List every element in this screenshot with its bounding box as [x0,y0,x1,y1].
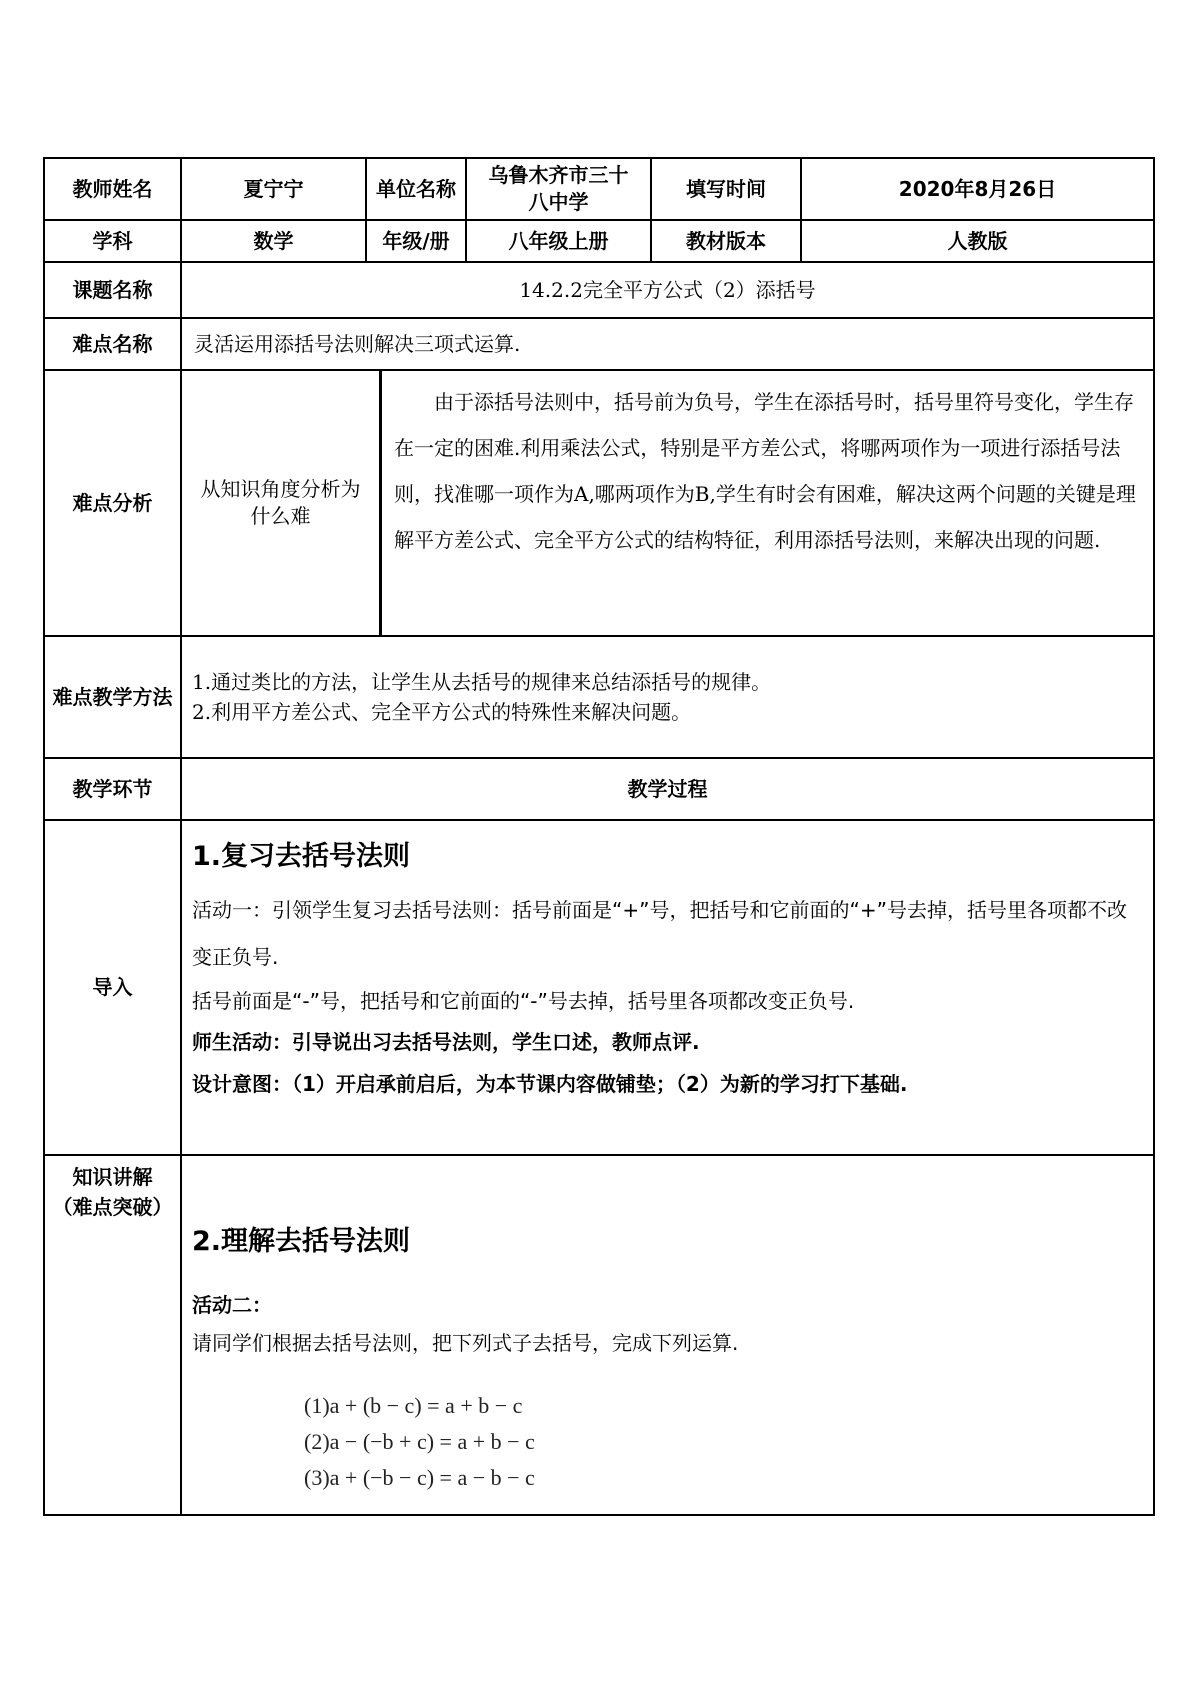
intro-teacher-student: 师生活动：引导说出习去括号法则，学生口述，教师点评. [192,1030,700,1055]
unit-label: 单位名称 [366,158,466,220]
method-cell [181,636,1154,758]
knowledge-title: 2.理解去括号法则 [192,1226,411,1257]
difficulty-row [44,318,1154,370]
analysis-cell [181,370,1154,636]
process-header-row [44,758,1154,820]
intro-rule-2: 括号前面是“-”号，把括号和它前面的“-”号去掉，括号里各项都改变正负号. [192,989,855,1014]
topic-label: 课题名称 [44,262,181,318]
grade-value: 八年级上册 [466,220,651,262]
header-row-2 [44,220,1154,262]
edition-value: 人教版 [801,220,1154,262]
difficulty-value: 灵活运用添括号法则解决三项式运算. [181,318,1154,370]
knowledge-row [44,1155,1154,1515]
intro-design: 设计意图：（1）开启承前启后，为本节课内容做铺垫；（2）为新的学习打下基础. [192,1072,908,1097]
analysis-label: 难点分析 [44,370,181,636]
knowledge-instruction: 请同学们根据去括号法则，把下列式子去括号，完成下列运算. [192,1331,739,1356]
topic-row [44,262,1154,318]
intro-row [44,820,1154,1155]
method-label: 难点教学方法 [44,636,181,758]
analysis-row [44,370,1154,636]
intro-activity: 活动一：引领学生复习去括号法则：括号前面是“+”号，把括号和它前面的“+”号去掉，括号里各项都不改变正负号. [192,898,1127,970]
subject-label: 学科 [44,220,181,262]
method-line-1: 1.通过类比的方法，让学生从去括号的规律来总结添括号的规律。 [192,670,772,694]
teacher-label: 教师姓名 [44,158,181,220]
knowledge-label-2: （难点突破） [52,1195,173,1219]
intro-title: 1.复习去括号法则 [192,841,411,872]
subject-value: 数学 [181,220,366,262]
method-line-2: 2.利用平方差公式、完全平方公式的特殊性来解决问题。 [192,700,692,724]
topic-value: 14.2.2完全平方公式（2）添括号 [181,262,1154,318]
knowledge-cell [181,1155,1154,1515]
knowledge-label-cell [44,1155,181,1515]
difficulty-label: 难点名称 [44,318,181,370]
lesson-plan-table [43,157,1155,1516]
method-row [44,636,1154,758]
edition-label: 教材版本 [651,220,801,262]
analysis-text: 由于添括号法则中，括号前为负号，学生在添括号时，括号里符号变化，学生存在一定的困难.利用乘法公式，特别是平方差公式，将哪两项作为一项进行添括号法则，找准哪一项作为A,哪两项作为B,学生有时会有困难，解决这两个问题的关键是理解平方差公式、完全平方公式的结构特征，利用添括号法则，来解决出现的问题. [394,390,1136,552]
formula-2: (2)a − (−b + c) = a + b − c [304,1429,535,1455]
knowledge-label-1: 知识讲解 [72,1165,153,1189]
knowledge-activity-label: 活动二： [192,1293,272,1318]
date-value: 2020年8月26日 [801,158,1154,220]
formula-1: (1)a + (b − c) = a + b − c [304,1393,523,1419]
header-row-1 [44,158,1154,220]
teacher-value: 夏宁宁 [181,158,366,220]
analysis-angle: 从知识角度分析为什么难 [182,371,382,635]
intro-cell [181,820,1154,1155]
date-label: 填写时间 [651,158,801,220]
grade-label: 年级/册 [366,220,466,262]
unit-value: 乌鲁木齐市三十八中学 [466,158,651,220]
intro-label: 导入 [44,820,181,1155]
process-section-label: 教学环节 [44,758,181,820]
process-section-value: 教学过程 [181,758,1154,820]
formula-3: (3)a + (−b − c) = a − b − c [304,1465,535,1491]
